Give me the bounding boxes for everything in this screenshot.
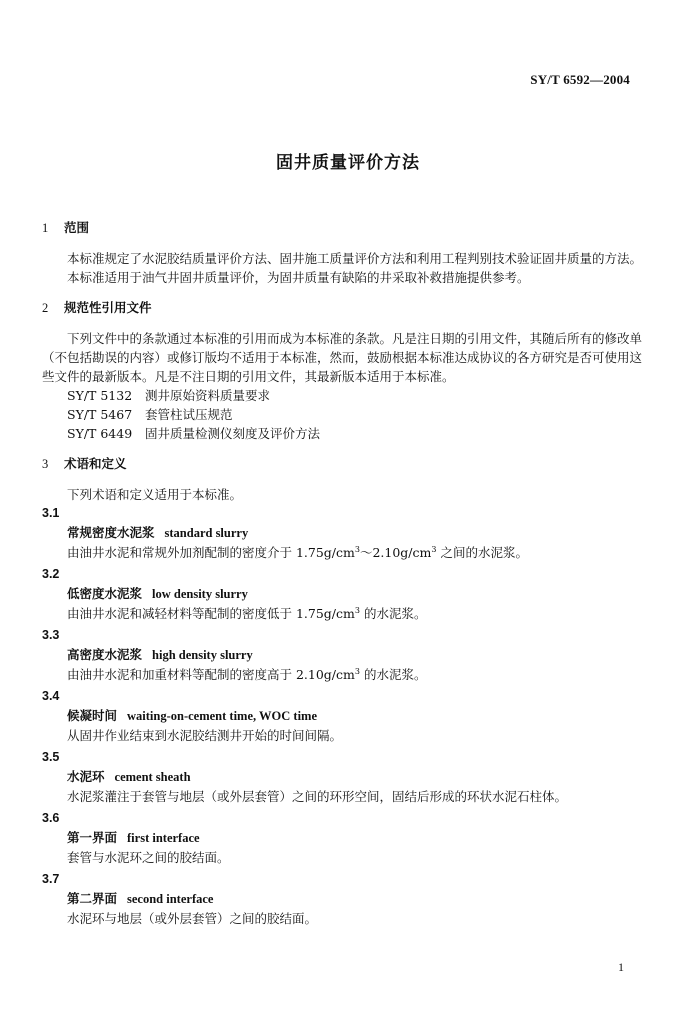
page-number: 1	[618, 960, 624, 974]
term-name-en: high density slurry	[152, 648, 253, 662]
reference-title: 固井质量检测仪刻度及评价方法	[145, 426, 321, 441]
superscript: 3	[431, 544, 437, 554]
term-definition: 水泥环与地层（或外层套管）之间的胶结面。	[67, 911, 318, 926]
reference-title: 测井原始资料质量要求	[145, 388, 271, 403]
section-number: 2	[42, 301, 49, 315]
superscript: 3	[354, 666, 360, 676]
term-name-cn: 常规密度水泥浆	[67, 525, 155, 540]
term-name-cn: 第一界面	[67, 830, 118, 845]
superscript: 3	[354, 544, 360, 554]
definition-text: 由油井水泥和加重材料等配制的密度高于 2.10g/cm	[67, 667, 355, 682]
section-title: 范围	[64, 220, 90, 235]
term-definition	[42, 604, 642, 623]
term-name-en: standard slurry	[164, 526, 249, 540]
reference-item	[42, 424, 642, 443]
section-heading-references	[42, 298, 642, 318]
section-title: 术语和定义	[64, 456, 127, 471]
term-name	[42, 828, 642, 848]
reference-code: SY/T 5132	[67, 388, 133, 403]
term-name	[42, 645, 642, 665]
term-name-cn: 水泥环	[67, 769, 105, 784]
term-name	[42, 889, 642, 909]
references-intro: 下列文件中的条款通过本标准的引用而成为本标准的条款。凡是注日期的引用文件，其随后所有的修改单（不包括勘误的内容）或修订版均不适用于本标准，然而，鼓励根据本标准达成协议的各方研究是否可使用这些文件的最新版本。凡是不注日期的引用文件，其最新版本适用于本标准。	[42, 331, 643, 384]
section-heading-scope	[42, 218, 642, 238]
term-name-en: first interface	[127, 831, 200, 845]
definition-text: 由油井水泥和减轻材料等配制的密度低于 1.75g/cm	[67, 606, 355, 621]
definition-text: ～2.10g/cm	[359, 545, 432, 560]
definition-text: 的水泥浆。	[359, 667, 427, 682]
scope-paragraph-1: 本标准规定了水泥胶结质量评价方法、固井施工质量评价方法和利用工程判别技术验证固井质量的方法。	[67, 251, 643, 266]
definition-text: 的水泥浆。	[359, 606, 427, 621]
document-title: 固井质量评价方法	[276, 153, 420, 173]
reference-code: SY/T 6449	[67, 426, 133, 441]
term-name-en: second interface	[127, 892, 214, 906]
standard-number: SY/T 6592—2004	[530, 72, 630, 87]
reference-item	[42, 405, 642, 424]
term-name	[42, 584, 642, 604]
term-name	[42, 706, 642, 726]
term-definition: 套管与水泥环之间的胶结面。	[67, 850, 230, 865]
term-number: 3.1	[42, 506, 60, 520]
reference-item	[42, 386, 642, 405]
reference-title: 套管柱试压规范	[145, 407, 233, 422]
term-definition: 水泥浆灌注于套管与地层（或外层套管）之间的环形空间，固结后形成的环状水泥石柱体。	[67, 789, 568, 804]
term-name-en: cement sheath	[114, 770, 191, 784]
definition-text: 由油井水泥和常规外加剂配制的密度介于 1.75g/cm	[67, 545, 355, 560]
document-body	[42, 218, 642, 931]
term-name	[42, 523, 642, 543]
term-definition	[42, 665, 642, 684]
term-number: 3.2	[42, 567, 60, 581]
term-name-cn: 第二界面	[67, 891, 118, 906]
superscript: 3	[354, 605, 360, 615]
section-number: 3	[42, 457, 49, 471]
definition-text: 之间的水泥浆。	[436, 545, 528, 560]
scope-paragraph-2: 本标准适用于油气井固井质量评价，为固井质量有缺陷的井采取补救措施提供参考。	[67, 270, 530, 285]
term-name	[42, 767, 642, 787]
term-number: 3.6	[42, 811, 60, 825]
term-name-en: low density slurry	[152, 587, 248, 601]
term-number: 3.3	[42, 628, 60, 642]
term-definition: 从固井作业结束到水泥胶结测井开始的时间间隔。	[67, 728, 343, 743]
term-number: 3.7	[42, 872, 60, 886]
term-name-cn: 低密度水泥浆	[67, 586, 143, 601]
terms-intro: 下列术语和定义适用于本标准。	[67, 487, 243, 502]
section-heading-terms	[42, 454, 642, 474]
section-number: 1	[42, 221, 49, 235]
term-name-en: waiting-on-cement time, WOC time	[127, 709, 318, 723]
term-name-cn: 高密度水泥浆	[67, 647, 143, 662]
term-definition	[42, 543, 642, 562]
reference-code: SY/T 5467	[67, 407, 133, 422]
term-number: 3.4	[42, 689, 60, 703]
term-number: 3.5	[42, 750, 60, 764]
term-name-cn: 候凝时间	[67, 708, 118, 723]
section-title: 规范性引用文件	[64, 300, 152, 315]
